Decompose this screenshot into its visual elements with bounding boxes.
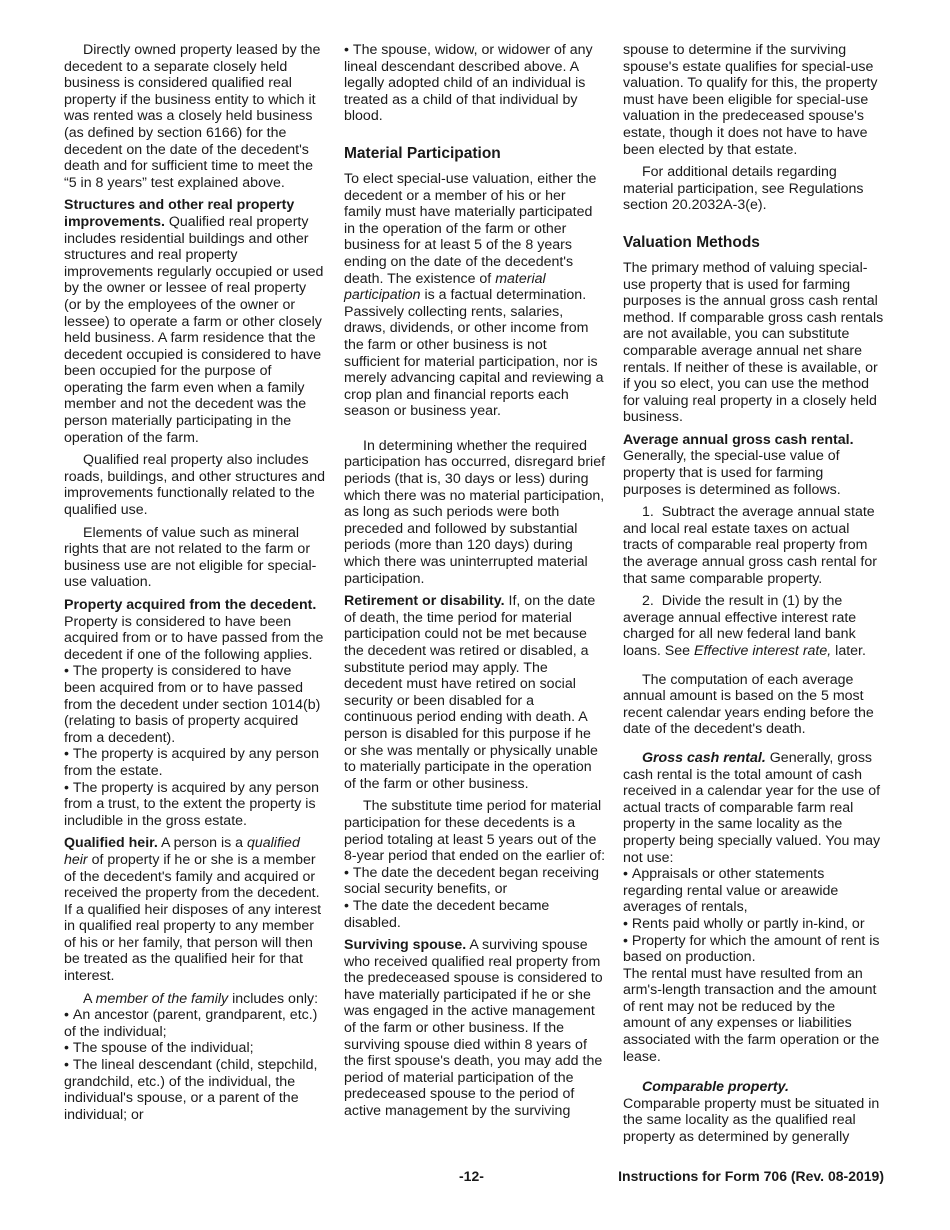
paragraph-qualified-heir (64, 835, 326, 984)
heir-term: qualified heir (64, 835, 300, 868)
family-text: A (83, 990, 92, 1007)
acquired-heading: Property acquired from the decedent. (64, 597, 317, 613)
paragraph-structures (64, 197, 326, 446)
heir-text: A person is a (161, 835, 244, 852)
paragraph-average-rental (623, 432, 885, 498)
gross-cash-rental-heading: Gross cash rental. (642, 749, 766, 766)
list-item: • An ancestor (parent, grandparent, etc.) of the individual; (64, 1007, 326, 1040)
column-3 (623, 42, 885, 1152)
paragraph-acquired (64, 597, 326, 663)
structures-text: Qualified real property includes residential buildings and other structures and real property improvements regularly occupied or used by the owner or lessee of real property (or by the employees of the owner or lessee) to operate a farm or other closely held business. A farm residence that the decedent occupied is considered to have been occupied for the purpose of operating the farm even when a family member and not the decedent was the person materially participating in the operation of the farm. (64, 213, 324, 446)
list-item: • The spouse of the individual; (64, 1040, 326, 1057)
average-rental-text: Generally, the special-use value of property that is used for farming purposes is determined as follows. (623, 448, 841, 498)
surviving-spouse-heading: Surviving spouse. (344, 937, 467, 954)
mp-term: material participation (344, 270, 546, 304)
mp-text-cont: is a factual determination. Passively collecting rents, salaries, draws, dividends, or other income from the farm or other business is not sufficient for material participation, nor is merely advancing capital and reviewing a crop plan and financial reports each season or business year. (344, 287, 604, 420)
paragraph-family (64, 991, 326, 1008)
list-item: • The date the decedent began receiving social security benefits, or (344, 865, 606, 898)
step-2 (623, 593, 885, 659)
gross-cash-rental-text: Generally, gross cash rental is the total amount of cash received in a calendar year for the use of actual tracts of comparable farm real property in the same locality as the property being specially valued. You may not use: (623, 749, 881, 866)
step-2-term: Effective interest rate, (694, 643, 832, 659)
mp-text: To elect special-use valuation, either the decedent or a member of his or her family must have materially participated in the operation of the farm or other business for at least 5 of the 8 years ending on the date of the decedent's death. The existence of (344, 170, 597, 287)
paragraph-determining: In determining whether the required participation has occurred, disregard brief periods (that is, 30 days or less) during which there was no material participation, as long as such periods were both preceded and followed by substantial periods (more than 120 days) during which there was uninterrupted material participation. (344, 437, 606, 587)
list-item: • The lineal descendant (child, stepchild, grandchild, etc.) of the individual, the individual's spouse, or a parent of the individual; or (64, 1057, 326, 1123)
family-term: member of the family (95, 990, 229, 1007)
paragraph-computation: The computation of each average annual amount is based on the 5 most recent calendar years ending before the date of the decedent's death. (623, 671, 874, 738)
paragraph-material-participation (344, 171, 606, 420)
section-heading-material-participation: Material Participation (344, 144, 501, 162)
column-1 (64, 42, 326, 1123)
paragraph-surviving-spouse (344, 937, 606, 1120)
acquired-text: Property is considered to have been acquired from or to have passed from the decedent if one of the following applies. (64, 613, 324, 663)
surviving-spouse-text: A surviving spouse who received qualified real property from the predeceased spouse is considered to have materially participated if he or she was engaged in the active management of the farm or other business. If the surviving spouse died within 8 years of the first spouse's death, you may add the period of material participation of the predeceased spouse to the period of active management by the surviving (344, 937, 603, 1120)
paragraph-continued: spouse to determine if the surviving spouse's estate qualifies for special-use valuation. To qualify for this, the property must have been eligible for special-use valuation in the predeceased spouse's estate, though it does not have to have been elected by that estate. (623, 42, 878, 158)
page-number: -12- (459, 1168, 484, 1184)
list-item: • Rents paid wholly or partly in-kind, or (623, 916, 885, 933)
list-item: • The date the decedent became disabled. (344, 898, 606, 931)
paragraph-leased-property: Directly owned property leased by the decedent to a separate closely held business is considered qualified real property if the business entity to which it was rented was a closely held business (as defined by section 6166) for the decedent on the date of the decedent's death and for sufficient time to meet the “5 in 8 years” test explained above. (64, 42, 321, 191)
paragraph-primary-method: The primary method of valuing special-use property that is used for farming purposes is the annual gross cash rental method. If comparable gross cash rentals are not available, you can substitute comparable average annual net share rentals. If neither of these is available, or if you so elect, you can use the method for valuing real property in a closely held business. (623, 259, 884, 426)
paragraph-gross-cash-rental (623, 750, 885, 866)
heir-text-cont: of property if he or she is a member of the decedent's family and acquired or received the property from the decedent. If a qualified heir disposes of any interest in qualified real property to any member of his or her family, that person will then be treated as the qualified heir for that interest. (64, 851, 322, 985)
spacer (344, 426, 606, 438)
step-2-end: later. (835, 643, 866, 659)
paragraph-retirement (344, 593, 606, 792)
comparable-heading-text: Comparable property. (642, 1079, 789, 1096)
column-2 (344, 42, 606, 1126)
retirement-text: If, on the date of death, the time period for material participation could not be met because the decedent was retired or disabled, a substitute period may apply. The decedent must have retired on social security or been disabled for a continuous period ending with death. A person is disabled for this purpose if he or she was mentally or physically unable to materially participate in the operation of the farm or other business. (344, 593, 598, 792)
paragraph-comparable-property: Comparable property must be situated in the same locality as the qualified real property as determined by generally (623, 1095, 880, 1146)
paragraph-mineral-rights: Elements of value such as mineral rights that are not related to the farm or business use are not eligible for special-use valuation. (64, 524, 317, 591)
list-item: • Appraisals or other statements regarding rental value or areawide averages of rentals, (623, 866, 885, 916)
structures-heading: Structures and other real property improvements. (64, 197, 295, 230)
paragraph-details: For additional details regarding material participation, see Regulations section 20.2032A-3(e). (623, 164, 864, 214)
list-item: • The spouse, widow, or widower of any lineal descendant described above. A legally adopted child of an individual is treated as a child of that individual by blood. (344, 42, 606, 125)
average-rental-heading: Average annual gross cash rental. (623, 431, 854, 448)
list-item: • The property is considered to have been acquired from or to have passed from the decedent under section 1014(b) (relating to basis of property acquired from a decedent). (64, 663, 326, 746)
list-item: • The property is acquired by any person from a trust, to the extent the property is includible in the gross estate. (64, 780, 326, 830)
list-item: • The property is acquired by any person from the estate. (64, 746, 326, 779)
paragraph-rental-note: The rental must have resulted from an arm's-length transaction and the amount of rent may not be reduced by the amount of any expenses or liabilities associated with the farm operation or the lease. (623, 965, 880, 1065)
retirement-heading: Retirement or disability. (344, 593, 505, 610)
step-2-text: 2. Divide the result in (1) by the average annual effective interest rate charged for all new federal land bank loans. See (623, 593, 857, 659)
step-1: 1. Subtract the average annual state and local real estate taxes on actual tracts of comparable real property from the average annual gross cash rental for that same comparable property. (623, 504, 877, 587)
comparable-property-heading (623, 1079, 885, 1096)
form-title: Instructions for Form 706 (Rev. 08-2019) (618, 1168, 884, 1184)
paragraph-substitute: The substitute time period for material participation for these decedents is a period totaling at least 5 years out of the 8-year period that ended on the earlier of: (344, 798, 606, 865)
paragraph-roads: Qualified real property also includes roads, buildings, and other structures and improvements functionally related to the qualified use. (64, 452, 326, 519)
qualified-heir-heading: Qualified heir. (64, 835, 158, 852)
section-heading-valuation-methods: Valuation Methods (623, 233, 760, 251)
spacer (623, 1071, 885, 1079)
list-item: • Property for which the amount of rent is based on production. (623, 933, 885, 966)
family-text-cont: includes only: (232, 990, 319, 1007)
